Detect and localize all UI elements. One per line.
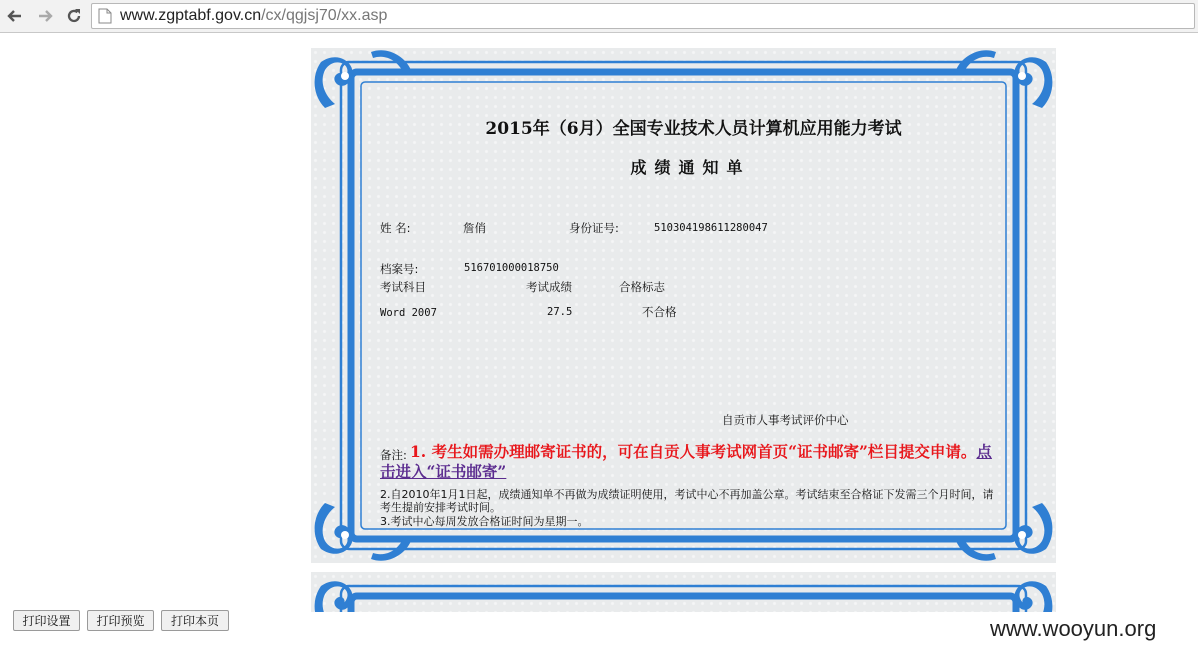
note-3: 3.考试中心每周发放合格证时间为星期一。 xyxy=(380,515,589,528)
id-value: 510304198611280047 xyxy=(654,222,768,234)
watermark: www.wooyun.org xyxy=(990,616,1157,641)
certificate-subtitle: 成绩通知单 xyxy=(630,158,751,177)
forward-icon[interactable] xyxy=(34,5,56,27)
row-status: 不合格 xyxy=(642,305,677,319)
print-page-button[interactable]: 打印本页 xyxy=(161,610,229,631)
back-icon[interactable] xyxy=(4,5,26,27)
name-value: 詹俏 xyxy=(463,221,486,235)
mail-certificate-link[interactable]: 点击进入“证书邮寄” xyxy=(380,442,992,481)
file-value: 516701000018750 xyxy=(464,262,559,274)
certificate-title: 2015年（6月）全国专业技术人员计算机应用能力考试 xyxy=(485,119,902,139)
column-status: 合格标志 xyxy=(619,280,665,294)
note-1-text: 1. 考生如需办理邮寄证书的，可在自贡人事考试网首页“证书邮寄”栏目提交申请。 xyxy=(410,442,977,461)
issuer: 自贡市人事考试评价中心 xyxy=(722,413,849,427)
column-subject: 考试科目 xyxy=(380,280,426,294)
score-certificate xyxy=(311,48,1056,563)
reload-icon[interactable] xyxy=(63,5,85,27)
file-label: 档案号: xyxy=(380,262,419,276)
name-label: 姓 名: xyxy=(380,221,411,235)
second-certificate xyxy=(311,572,1056,612)
note-prefix: 备注: xyxy=(380,448,407,462)
url-host: www.zgptabf.gov.cn xyxy=(120,7,262,24)
print-setup-button[interactable]: 打印设置 xyxy=(13,610,80,631)
row-subject: Word 2007 xyxy=(380,307,437,319)
print-preview-button[interactable]: 打印预览 xyxy=(87,610,154,631)
row-score: 27.5 xyxy=(547,306,573,318)
decorative-border xyxy=(311,572,1056,612)
address-bar[interactable] xyxy=(91,3,1195,29)
browser-toolbar xyxy=(0,0,1198,33)
column-score: 考试成绩 xyxy=(526,280,572,294)
note-1 xyxy=(380,442,995,482)
note-2: 2.自2010年1月1日起，成绩通知单不再做为成绩证明使用，考试中心不再加盖公章。考试结束至合格证下发需三个月时间，请考生提前安排考试时间。 xyxy=(380,488,994,514)
id-label: 身份证号: xyxy=(569,221,619,235)
url-path: /cx/qgjsj70/xx.asp xyxy=(261,7,388,24)
page-icon xyxy=(98,8,112,24)
